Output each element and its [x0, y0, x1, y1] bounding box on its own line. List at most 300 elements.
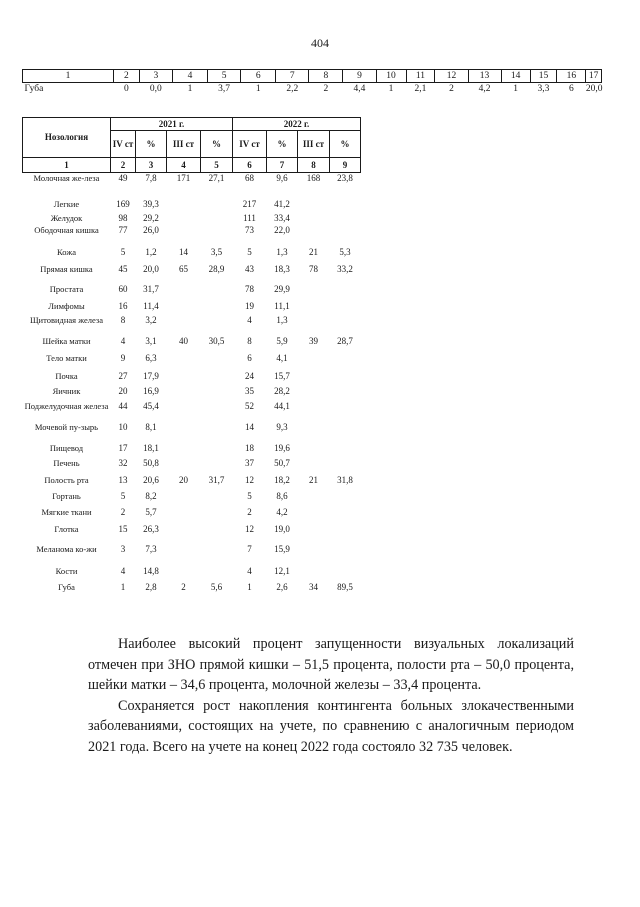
value-cell [201, 315, 233, 336]
value-cell [167, 213, 201, 225]
value-cell [298, 225, 330, 247]
value-cell [298, 507, 330, 524]
column-number-cell: 9 [330, 158, 361, 173]
value-cell: 28,9 [208, 263, 225, 274]
value-cell: 2 [247, 506, 252, 517]
continuation-header-cell: 15 [530, 70, 557, 83]
value-cell: 39,3 [143, 198, 159, 209]
value-cell [167, 225, 201, 247]
value-cell [201, 458, 233, 475]
value-cell: 34 [309, 581, 319, 592]
value-cell [167, 315, 201, 336]
value-cell [167, 566, 201, 582]
value-cell [201, 301, 233, 315]
value-cell: 20 [179, 474, 188, 485]
value-cell: 14 [179, 246, 188, 257]
table-row [23, 443, 361, 458]
value-cell: 45 [118, 263, 128, 274]
table-row [23, 284, 361, 301]
table-row [23, 353, 361, 371]
value-cell: 3 [120, 543, 126, 554]
continuation-header-cell: 17 [586, 70, 602, 83]
column-number-cell: 8 [298, 158, 330, 173]
value-cell: 29,9 [274, 283, 290, 294]
value-cell: 78 [245, 283, 255, 294]
continuation-data-cell: 0 [124, 84, 129, 94]
value-cell: 32 [118, 457, 128, 468]
continuation-data-cell: 1 [513, 84, 518, 94]
nosology-name-cell: Желудок [50, 212, 83, 223]
continuation-data-cell: 4,4 [353, 84, 366, 94]
table-row [23, 225, 361, 247]
value-cell: 21 [309, 246, 319, 257]
value-cell: 5,9 [276, 335, 288, 346]
value-cell: 9,3 [276, 421, 288, 432]
column-number-cell: 6 [233, 158, 267, 173]
value-cell [330, 199, 361, 213]
value-cell [298, 491, 330, 507]
table-row [23, 544, 361, 566]
continuation-header-cell: 7 [276, 70, 309, 83]
paragraph-neglect: Наиболее высокий процент запущенности визуальных локализаций отмечен при ЗНО прямой кишки – 51,5 процента, полости рта – 50,0 процента, шейки матки – 34,6 процента, молочной железы – 33,4 процента. [88, 636, 574, 694]
value-cell [167, 458, 201, 475]
nosology-name-cell: Тело матки [46, 352, 87, 363]
value-cell: 78 [309, 263, 319, 274]
value-cell [298, 199, 330, 213]
value-cell: 45,4 [143, 400, 159, 411]
value-cell: 2,6 [276, 581, 288, 592]
value-cell: 11,4 [143, 300, 159, 311]
value-cell [298, 524, 330, 544]
value-cell: 28,7 [337, 335, 353, 346]
value-cell [298, 301, 330, 315]
column-number-cell: 5 [201, 158, 233, 173]
value-cell [298, 353, 330, 371]
value-cell: 1,3 [276, 246, 288, 257]
value-cell: 20,0 [143, 263, 159, 274]
table-row [23, 475, 361, 491]
value-cell: 5,3 [339, 246, 351, 257]
value-cell: 73 [245, 224, 255, 235]
value-cell: 40 [179, 335, 188, 346]
value-cell [167, 284, 201, 301]
value-cell: 19,0 [274, 523, 290, 534]
value-cell: 18,3 [274, 263, 290, 274]
continuation-header-cell: 14 [501, 70, 530, 83]
value-cell [330, 301, 361, 315]
value-cell: 1 [247, 581, 252, 592]
column-number-row [23, 158, 361, 173]
nosology-name-cell: Печень [53, 457, 80, 468]
value-cell: 5 [120, 246, 126, 257]
value-cell: 5 [120, 490, 126, 501]
nosology-name-cell: Щитовидная железа [29, 314, 103, 325]
value-cell: 26,3 [143, 523, 159, 534]
nosology-header: Нозология [23, 118, 111, 158]
nosology-name-cell: Кожа [57, 246, 76, 257]
value-cell: 24 [245, 370, 255, 381]
continuation-header-cell: 4 [172, 70, 207, 83]
sub-header-cell: % [201, 131, 233, 158]
value-cell: 15,7 [274, 370, 290, 381]
value-cell [201, 401, 233, 422]
value-cell [201, 225, 233, 247]
nosology-name-cell: Глотка [54, 523, 79, 534]
value-cell [330, 544, 361, 566]
column-number-cell: 2 [111, 158, 136, 173]
continuation-data-cell: 1 [187, 84, 193, 94]
table-row [23, 582, 361, 596]
value-cell: 12 [245, 523, 255, 534]
nosology-name-cell: Полость рта [44, 474, 89, 485]
continuation-data-cell: 1 [388, 84, 394, 94]
continuation-data-cell: 2,2 [286, 84, 299, 94]
value-cell [330, 458, 361, 475]
value-cell: 10 [118, 421, 128, 432]
value-cell [298, 371, 330, 386]
value-cell [330, 491, 361, 507]
value-cell: 2,8 [145, 581, 157, 592]
continuation-header-cell: 10 [376, 70, 406, 83]
continuation-data-cell: 0,0 [149, 84, 162, 94]
value-cell [330, 284, 361, 301]
nosology-name-cell: Яичник [52, 385, 81, 396]
value-cell: 31,8 [337, 474, 353, 485]
value-cell: 4 [247, 314, 252, 325]
continuation-data-cell: 4,2 [478, 84, 491, 94]
value-cell: 7 [247, 543, 252, 554]
table-row [23, 264, 361, 284]
value-cell [330, 315, 361, 336]
value-cell: 37 [245, 457, 255, 468]
value-cell: 9 [120, 352, 126, 363]
nosology-name-cell: Губа [58, 581, 75, 592]
nosology-table-body [23, 173, 361, 596]
value-cell [330, 443, 361, 458]
value-cell: 30,5 [208, 335, 225, 346]
continuation-table [22, 69, 602, 95]
value-cell [298, 213, 330, 225]
value-cell [167, 401, 201, 422]
value-cell [298, 544, 330, 566]
value-cell [201, 524, 233, 544]
value-cell [201, 544, 233, 566]
value-cell: 17 [118, 442, 128, 453]
value-cell: 217 [242, 198, 257, 209]
sub-header-cell: % [136, 131, 167, 158]
table-row [23, 491, 361, 507]
value-cell: 44 [118, 400, 128, 411]
value-cell: 169 [116, 198, 130, 209]
table-row [23, 173, 361, 199]
value-cell [298, 422, 330, 443]
value-cell: 18 [245, 442, 255, 453]
value-cell [330, 524, 361, 544]
continuation-data-cell: Губа [24, 84, 44, 94]
table-row [23, 301, 361, 315]
value-cell [201, 371, 233, 386]
continuation-header-cell: 13 [468, 70, 501, 83]
value-cell: 27,1 [208, 173, 225, 183]
value-cell: 28,2 [274, 385, 290, 396]
body-text [88, 634, 574, 758]
value-cell: 1,3 [276, 314, 288, 325]
value-cell: 60 [118, 283, 128, 294]
value-cell: 5,7 [145, 506, 157, 517]
continuation-header-cell: 8 [309, 70, 343, 83]
value-cell: 4,2 [276, 506, 288, 517]
value-cell: 16,9 [143, 385, 159, 396]
value-cell [201, 284, 233, 301]
column-number-cell: 7 [267, 158, 298, 173]
value-cell [167, 386, 201, 401]
continuation-data-cell: 2 [449, 84, 454, 94]
value-cell: 168 [306, 173, 321, 183]
nosology-table [22, 117, 361, 596]
nosology-name-cell: Легкие [53, 198, 80, 209]
sub-header-cell: III ст [167, 131, 201, 158]
value-cell [167, 301, 201, 315]
value-cell: 1 [120, 581, 126, 592]
value-cell [167, 544, 201, 566]
value-cell: 5 [247, 490, 252, 501]
nosology-name-cell: Пищевод [49, 442, 84, 453]
value-cell: 4 [120, 335, 126, 346]
value-cell: 29,2 [143, 212, 159, 223]
value-cell [330, 386, 361, 401]
value-cell: 3,5 [210, 246, 223, 257]
value-cell: 31,7 [143, 283, 159, 294]
sub-header-cell: % [267, 131, 298, 158]
value-cell: 171 [176, 173, 191, 183]
value-cell: 7,3 [145, 543, 157, 554]
value-cell: 50,7 [274, 457, 290, 468]
value-cell [330, 225, 361, 247]
value-cell [330, 507, 361, 524]
value-cell [201, 443, 233, 458]
column-number-cell: 3 [136, 158, 167, 173]
value-cell: 4,1 [276, 352, 288, 363]
nosology-name-cell: Гортань [52, 490, 81, 501]
value-cell [330, 422, 361, 443]
table-row [23, 566, 361, 582]
continuation-data-cell: 1 [255, 84, 261, 94]
value-cell: 26,0 [143, 224, 159, 235]
table-row [23, 336, 361, 353]
table-row [23, 422, 361, 443]
value-cell: 18,1 [143, 442, 159, 453]
page-number: 404 [311, 36, 329, 50]
value-cell: 77 [118, 224, 128, 235]
value-cell [167, 353, 201, 371]
year-2022-header: 2022 г. [233, 118, 361, 131]
value-cell: 19 [245, 300, 255, 311]
value-cell: 6,3 [145, 352, 157, 363]
value-cell: 50,8 [143, 457, 159, 468]
value-cell [330, 353, 361, 371]
sub-header-cell: IV ст [111, 131, 136, 158]
value-cell [330, 213, 361, 225]
nosology-name-cell: Поджелудочная железа [24, 400, 109, 411]
value-cell [201, 422, 233, 443]
year-2021-header: 2021 г. [111, 118, 233, 131]
column-number-cell: 4 [167, 158, 201, 173]
value-cell [167, 443, 201, 458]
value-cell: 2 [181, 581, 186, 592]
continuation-data-cell: 6 [569, 84, 574, 94]
value-cell: 89,5 [337, 581, 353, 592]
value-cell: 15,9 [274, 543, 290, 554]
value-cell [298, 458, 330, 475]
value-cell: 18,2 [274, 474, 290, 485]
value-cell [330, 566, 361, 582]
value-cell: 20 [118, 385, 128, 396]
value-cell: 98 [118, 212, 128, 223]
value-cell: 33,4 [274, 212, 290, 223]
nosology-name-cell: Мягкие ткани [41, 506, 92, 517]
value-cell: 8,2 [145, 490, 157, 501]
continuation-header-cell: 12 [435, 70, 468, 83]
value-cell: 4 [120, 565, 126, 576]
nosology-name-cell: Кости [55, 565, 78, 576]
value-cell [298, 386, 330, 401]
value-cell [330, 371, 361, 386]
value-cell: 14,8 [143, 565, 159, 576]
continuation-data-cell: 20,0 [585, 84, 603, 94]
value-cell [201, 386, 233, 401]
sub-header-cell: IV ст [233, 131, 267, 158]
value-cell: 39 [309, 335, 319, 346]
value-cell: 41,2 [274, 198, 290, 209]
value-cell: 44,1 [274, 400, 290, 411]
column-number-cell: 1 [23, 158, 111, 173]
value-cell [298, 443, 330, 458]
table-row [23, 371, 361, 386]
nosology-name-cell: Простата [49, 283, 84, 294]
sub-header-cell: % [330, 131, 361, 158]
value-cell: 8,1 [145, 421, 157, 432]
table-row [23, 401, 361, 422]
continuation-data-cell: 3,7 [218, 84, 231, 94]
continuation-data-cell: 3,3 [537, 84, 550, 94]
continuation-header-cell: 5 [208, 70, 241, 83]
value-cell [330, 401, 361, 422]
table-row [23, 247, 361, 264]
nosology-name-cell: Ободочная кишка [34, 224, 99, 235]
value-cell [201, 213, 233, 225]
value-cell [201, 199, 233, 213]
continuation-header-cell: 6 [241, 70, 276, 83]
value-cell [201, 491, 233, 507]
value-cell [167, 507, 201, 524]
value-cell: 9,6 [276, 173, 288, 183]
value-cell: 13 [118, 474, 128, 485]
nosology-name-cell: Лимфомы [48, 300, 85, 311]
value-cell [298, 315, 330, 336]
value-cell: 2 [120, 506, 126, 517]
paragraph-contingent: Сохраняется рост накопления контингента больных злокачественными заболеваниями, состоящих на учете, по сравнению с аналогичным периодом 2021 года. Всего на учете на конец 2022 года состояло 32 735 человек. [88, 697, 574, 755]
continuation-header-cell: 9 [343, 70, 376, 83]
value-cell: 8,6 [276, 490, 288, 501]
nosology-name-cell: Мочевой пу-зырь [34, 421, 99, 432]
value-cell: 3,2 [145, 314, 157, 325]
continuation-data-cell: 2 [323, 84, 329, 94]
value-cell [167, 524, 201, 544]
value-cell: 43 [245, 263, 255, 274]
value-cell [201, 566, 233, 582]
value-cell [298, 284, 330, 301]
nosology-name-cell: Шейка матки [42, 335, 91, 346]
nosology-name-cell: Почка [55, 370, 78, 381]
value-cell: 14 [245, 421, 255, 432]
table-row [23, 507, 361, 524]
value-cell [167, 199, 201, 213]
value-cell: 3,1 [145, 335, 157, 346]
value-cell [167, 371, 201, 386]
value-cell: 6 [247, 352, 252, 363]
continuation-data-cell: 2,1 [414, 84, 427, 94]
value-cell: 5 [247, 246, 252, 257]
nosology-name-cell: Молочная же-лeза [33, 173, 100, 183]
table-row [23, 315, 361, 336]
value-cell: 35 [245, 385, 255, 396]
continuation-data-row [23, 83, 602, 96]
sub-header-cell: III ст [298, 131, 330, 158]
table-row [23, 458, 361, 475]
value-cell: 21 [309, 474, 319, 485]
value-cell: 8 [247, 335, 252, 346]
value-cell: 111 [243, 212, 256, 223]
value-cell: 31,7 [208, 474, 225, 485]
continuation-header-cell: 1 [23, 70, 114, 83]
value-cell: 12 [245, 474, 255, 485]
value-cell: 8 [120, 314, 126, 325]
table-row [23, 199, 361, 213]
value-cell: 23,8 [337, 173, 353, 183]
nosology-name-cell: Меланома ко-жи [36, 543, 97, 554]
value-cell [167, 422, 201, 443]
value-cell: 49 [118, 173, 128, 183]
value-cell: 68 [245, 173, 255, 183]
value-cell: 12,1 [274, 565, 290, 576]
value-cell [167, 491, 201, 507]
value-cell: 7,8 [145, 173, 157, 183]
value-cell: 19,6 [274, 442, 290, 453]
value-cell: 65 [179, 263, 188, 274]
value-cell [298, 566, 330, 582]
continuation-header-cell: 2 [113, 70, 139, 83]
value-cell: 15 [118, 523, 128, 534]
value-cell: 33,2 [337, 263, 353, 274]
value-cell: 11,1 [274, 300, 290, 311]
value-cell: 16 [118, 300, 128, 311]
value-cell [298, 401, 330, 422]
continuation-header-row [23, 70, 602, 83]
value-cell: 22,0 [274, 224, 290, 235]
continuation-header-cell: 3 [139, 70, 172, 83]
continuation-header-cell: 11 [406, 70, 435, 83]
value-cell [201, 507, 233, 524]
table-row [23, 524, 361, 544]
table-row [23, 213, 361, 225]
value-cell: 5,6 [210, 581, 223, 592]
nosology-name-cell: Прямая кишка [40, 263, 93, 274]
value-cell: 1,2 [145, 246, 157, 257]
value-cell: 20,6 [143, 474, 159, 485]
continuation-header-cell: 16 [557, 70, 586, 83]
value-cell: 4 [247, 565, 252, 576]
value-cell: 17,9 [143, 370, 159, 381]
